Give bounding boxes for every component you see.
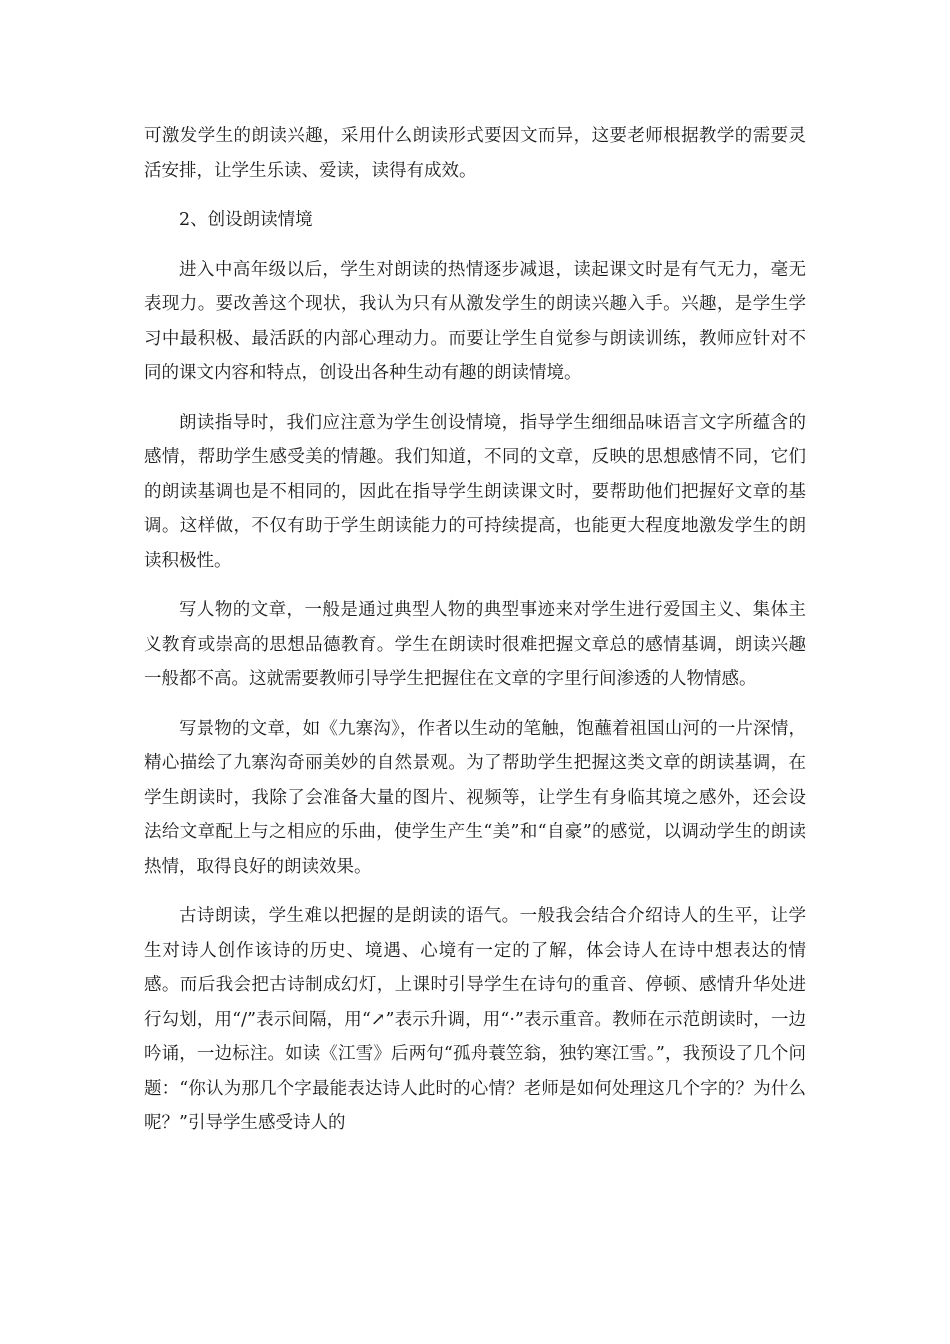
section-heading: 2、创设朗读情境 — [179, 210, 313, 230]
paragraph: 朗读指导时，我们应注意为学生创设情境，指导学生细细品味语言文字所蕴含的感情，帮助学生感受美的情趣。我们知道，不同的文章，反映的思想感情不同，它们的朗读基调也是不相同的，因此在指导学生朗读课文时，要帮助他们把握好文章的基调。这样做，不仅有助于学生朗读能力的可持续提高，也能更大程度地激发学生的朗读积极性。 — [144, 412, 806, 571]
paragraph: 古诗朗读，学生难以把握的是朗读的语气。一般我会结合介绍诗人的生平，让学生对诗人创作该诗的历史、境遇、心境有一定的了解，体会诗人在诗中想表达的情感。而后我会把古诗制成幻灯，上课时引导学生在诗句的重音、停顿、感情升华处进行勾划，用“/”表示间隔，用“↗”表示升调，用“·”表示重音。教师在示范朗读时，一边吟诵，一边标注。如读《江雪》后两句“孤舟蓑笠翁，独钓寒江雪。”，我预设了几个问题：“你认为那几个字最能表达诗人此时的心情？老师是如何处理这几个字的？为什么呢？”引导学生感受诗人的 — [144, 906, 806, 1133]
paragraph-continuation: 可激发学生的朗读兴趣，采用什么朗读形式要因文而异，这要老师根据教学的需要灵活安排，让学生乐读、爱读，读得有成效。 — [144, 126, 806, 181]
paragraph: 写景物的文章，如《九寨沟》，作者以生动的笔触，饱蘸着祖国山河的一片深情，精心描绘了九寨沟奇丽美妙的自然景观。为了帮助学生把握这类文章的朗读基调，在学生朗读时，我除了会准备大量的图片、视频等，让学生有身临其境之感外，还会设法给文章配上与之相应的乐曲，使学生产生“美”和“自豪”的感觉，以调动学生的朗读热情，取得良好的朗读效果。 — [144, 718, 806, 877]
paragraph: 写人物的文章，一般是通过典型人物的典型事迹来对学生进行爱国主义、集体主义教育或崇高的思想品德教育。学生在朗读时很难把握文章总的感情基调，朗读兴趣一般都不高。这就需要教师引导学生把握住在文章的字里行间渗透的人物情感。 — [144, 600, 806, 689]
document-body — [144, 119, 806, 1156]
paragraph: 进入中高年级以后，学生对朗读的热情逐步减退，读起课文时是有气无力，毫无表现力。要改善这个现状，我认为只有从激发学生的朗读兴趣入手。兴趣，是学生学习中最积极、最活跃的内部心理动力。而要让学生自觉参与朗读训练，教师应针对不同的课文内容和特点，创设出各种生动有趣的朗读情境。 — [144, 259, 806, 383]
